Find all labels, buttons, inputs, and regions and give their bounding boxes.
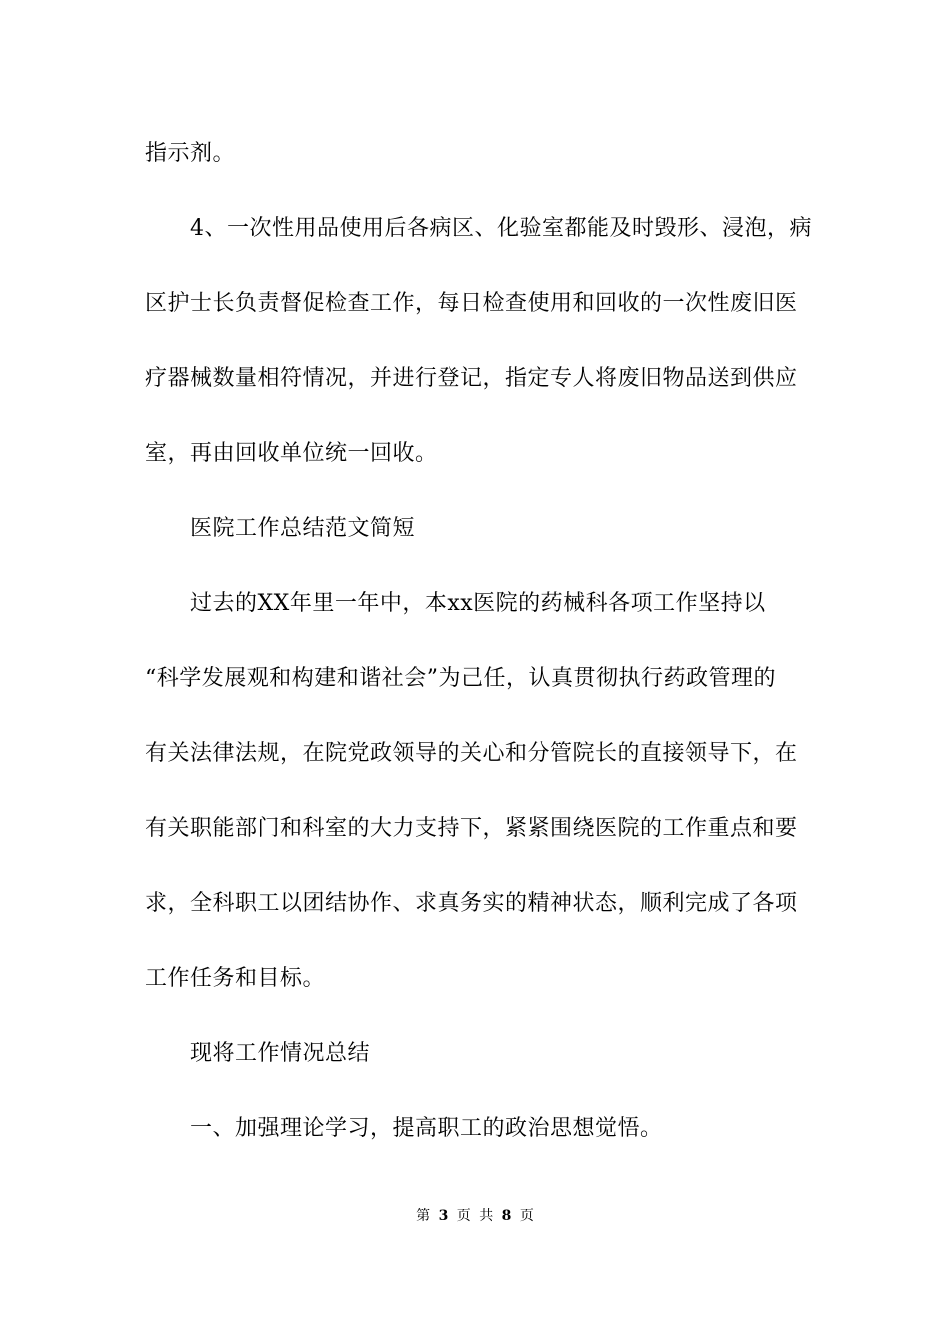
paragraph-line: “科学发展观和构建和谐社会”为己任，认真贯彻执行药政管理的 — [145, 666, 776, 691]
total-page-number: 8 — [501, 1208, 512, 1224]
footer-prefix: 第 — [416, 1208, 431, 1224]
footer-suffix: 页 — [519, 1208, 534, 1224]
section-heading: 医院工作总结范文简短 — [190, 516, 416, 541]
paragraph-line: 疗器械数量相符情况，并进行登记，指定专人将废旧物品送到供应 — [145, 366, 798, 391]
current-page-number: 3 — [438, 1208, 449, 1224]
paragraph-line: 室，再由回收单位统一回收。 — [145, 441, 438, 466]
paragraph-line: 现将工作情况总结 — [190, 1041, 371, 1066]
paragraph-line: 工作任务和目标。 — [145, 966, 326, 991]
paragraph-line: 4、一次性用品使用后各病区、化验室都能及时毁形、浸泡，病 — [190, 216, 812, 241]
footer-page-word: 页 — [456, 1208, 471, 1224]
paragraph-line: 过去的XX年里一年中，本xx医院的药械科各项工作坚持以 — [190, 591, 766, 616]
paragraph-line: 区护士长负责督促检查工作，每日检查使用和回收的一次性废旧医 — [145, 291, 798, 316]
paragraph-line: 一、加强理论学习，提高职工的政治思想觉悟。 — [190, 1116, 663, 1141]
paragraph-line: 求，全科职工以团结协作、求真务实的精神状态，顺利完成了各项 — [145, 891, 798, 916]
paragraph-line: 有关职能部门和科室的大力支持下，紧紧围绕医院的工作重点和要 — [145, 816, 798, 841]
footer-total-word: 共 — [479, 1208, 494, 1224]
page-footer — [0, 1206, 950, 1226]
paragraph-line: 指示剂。 — [145, 141, 236, 166]
paragraph-line: 有关法律法规，在院党政领导的关心和分管院长的直接领导下，在 — [145, 741, 798, 766]
